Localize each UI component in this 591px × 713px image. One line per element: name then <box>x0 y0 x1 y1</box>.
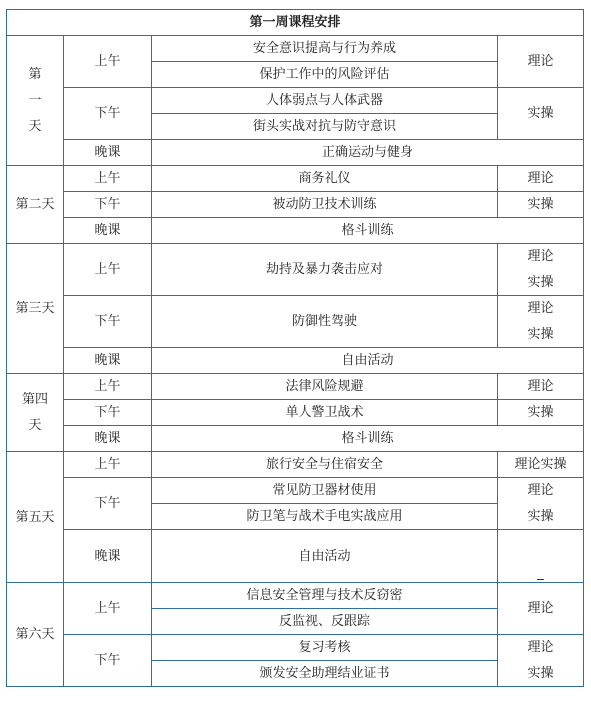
topic-cell: 自由活动 <box>152 530 498 583</box>
session-label: 下午 <box>64 478 152 530</box>
topic-cell: 商务礼仪 <box>152 166 498 192</box>
type-cell: 理论 <box>498 635 584 661</box>
topic-cell: 自由活动 <box>152 348 584 374</box>
day-label: 第五天 <box>7 452 64 583</box>
topic-cell: 防御性驾驶 <box>152 296 498 348</box>
topic-cell: 被动防卫技术训练 <box>152 192 498 218</box>
session-label: 晚课 <box>64 140 152 166</box>
topic-cell: 正确运动与健身 <box>152 140 584 166</box>
topic-cell: 人体弱点与人体武器 <box>152 88 498 114</box>
topic-cell: 格斗训练 <box>152 426 584 452</box>
type-cell: 理论 <box>498 374 584 400</box>
type-placeholder: _ <box>537 566 544 581</box>
topic-cell: 保护工作中的风险评估 <box>152 62 498 88</box>
type-cell: 实操 <box>498 504 584 530</box>
type-cell: 实操 <box>498 400 584 426</box>
session-label: 上午 <box>64 166 152 192</box>
topic-cell: 法律风险规避 <box>152 374 498 400</box>
type-cell: 理论实操 <box>498 452 584 478</box>
day-label: 第二天 <box>7 166 64 244</box>
session-label: 晚课 <box>64 530 152 583</box>
day-label <box>7 374 64 452</box>
topic-cell: 信息安全管理与技术反窃密 <box>152 583 498 609</box>
type-cell: 实操 <box>498 192 584 218</box>
topic-cell: 常见防卫器材使用 <box>152 478 498 504</box>
type-cell: 实操 <box>498 661 584 687</box>
session-label: 晚课 <box>64 348 152 374</box>
type-cell: 理论 <box>498 36 584 88</box>
type-cell: 理论 <box>498 244 584 270</box>
session-label: 下午 <box>64 192 152 218</box>
type-cell: 实操 <box>498 322 584 348</box>
session-label: 晚课 <box>64 218 152 244</box>
day-label <box>7 36 64 166</box>
topic-cell: 单人警卫战术 <box>152 400 498 426</box>
topic-cell: 劫持及暴力袭击应对 <box>152 244 498 296</box>
topic-cell: 颁发安全助理结业证书 <box>152 661 498 687</box>
type-cell: 理论 <box>498 296 584 322</box>
session-label: 下午 <box>64 88 152 140</box>
day-label-line: 第四 <box>21 391 48 407</box>
day-label-line: 第 <box>28 66 42 82</box>
type-cell: 理论 <box>498 583 584 635</box>
type-cell: 实操 <box>498 270 584 296</box>
day-label-line: 天 <box>28 118 42 134</box>
type-cell <box>498 530 584 583</box>
type-cell: 理论 <box>498 166 584 192</box>
day-label-line: 一 <box>28 92 42 108</box>
type-cell: 实操 <box>498 88 584 140</box>
session-label: 下午 <box>64 296 152 348</box>
session-label: 上午 <box>64 583 152 635</box>
topic-cell: 安全意识提高与行为养成 <box>152 36 498 62</box>
course-schedule-table <box>6 9 584 687</box>
session-label: 晚课 <box>64 426 152 452</box>
schedule-title: 第一周课程安排 <box>7 10 584 36</box>
type-cell: 理论 <box>498 478 584 504</box>
topic-cell: 反监视、反跟踪 <box>152 609 498 635</box>
session-label: 上午 <box>64 452 152 478</box>
session-label: 下午 <box>64 635 152 687</box>
day-label: 第六天 <box>7 583 64 687</box>
topic-cell: 复习考核 <box>152 635 498 661</box>
day-label-line: 天 <box>28 417 42 433</box>
topic-cell: 格斗训练 <box>152 218 584 244</box>
topic-cell: 旅行安全与住宿安全 <box>152 452 498 478</box>
day-label: 第三天 <box>7 244 64 374</box>
topic-cell: 防卫笔与战术手电实战应用 <box>152 504 498 530</box>
session-label: 上午 <box>64 244 152 296</box>
topic-cell: 街头实战对抗与防守意识 <box>152 114 498 140</box>
session-label: 上午 <box>64 36 152 88</box>
session-label: 上午 <box>64 374 152 400</box>
session-label: 下午 <box>64 400 152 426</box>
